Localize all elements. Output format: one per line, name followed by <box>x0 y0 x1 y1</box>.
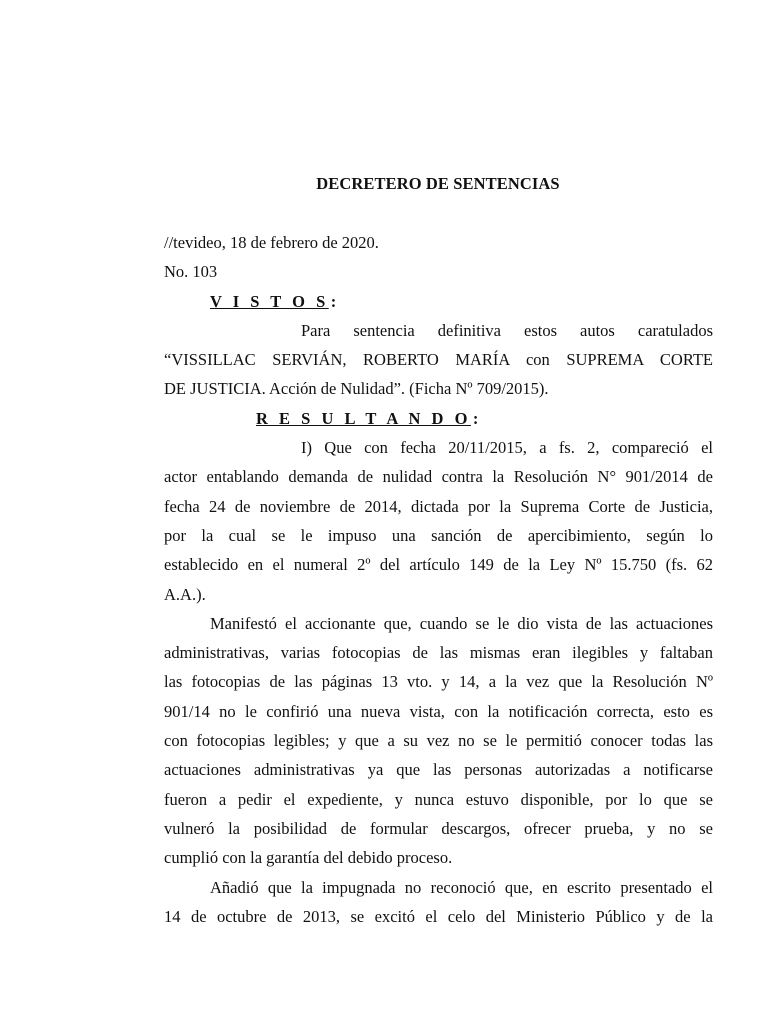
vistos-heading: V I S T O S <box>210 291 329 311</box>
resultando-colon: : <box>472 408 479 428</box>
paragraph-2-line: con fotocopias legibles; y que a su vez no se le permitió conocer todas las <box>164 731 713 751</box>
document-title: DECRETERO DE SENTENCIAS <box>316 174 560 193</box>
paragraph-2-line: vulneró la posibilidad de formular descargos, ofrecer prueba, y no se <box>164 818 713 838</box>
resultando-heading-line <box>164 404 713 433</box>
paragraph-2-line: Manifestó el accionante que, cuando se le dio vista de las actuaciones <box>210 613 713 633</box>
vistos-heading-line <box>164 287 713 316</box>
paragraph-2-line: cumplió con la garantía del debido proceso. <box>164 848 453 868</box>
paragraph-1-line: establecido en el numeral 2º del artículo 149 de la Ley Nº 15.750 (fs. 62 <box>164 555 713 575</box>
paragraph-2-line: fueron a pedir el expediente, y nunca estuvo disponible, por lo que se <box>164 789 713 809</box>
vistos-line: DE JUSTICIA. Acción de Nulidad”. (Ficha Nº 709/2015). <box>164 379 549 399</box>
paragraph-1-line: por la cual se le impuso una sanción de apercibimiento, según lo <box>164 525 713 545</box>
vistos-line: “VISSILLAC SERVIÁN, ROBERTO MARÍA con SUPREMA CORTE <box>164 350 713 370</box>
paragraph-1-line: actor entablando demanda de nulidad contra la Resolución N° 901/2014 de <box>164 467 713 487</box>
paragraph-2-line: actuaciones administrativas ya que las personas autorizadas a notificarse <box>164 760 713 780</box>
vistos-line: Para sentencia definitiva estos autos caratulados <box>301 320 713 340</box>
paragraph-2-line: 901/14 no le confirió una nueva vista, con la notificación correcta, esto es <box>164 701 713 721</box>
vistos-colon: : <box>330 291 337 311</box>
paragraph-1-line: A.A.). <box>164 584 206 604</box>
paragraph-2-line: administrativas, varias fotocopias de las mismas eran ilegibles y faltaban <box>164 643 713 663</box>
document-body <box>164 228 713 931</box>
paragraph-2-line: las fotocopias de las páginas 13 vto. y 14, a la vez que la Resolución Nº <box>164 672 713 692</box>
paragraph-3-line: 14 de octubre de 2013, se excitó el celo del Ministerio Público y de la <box>164 906 713 926</box>
paragraph-1-line: fecha 24 de noviembre de 2014, dictada por la Suprema Corte de Justicia, <box>164 496 713 516</box>
paragraph-3-line: Añadió que la impugnada no reconoció que, en escrito presentado el <box>210 877 713 897</box>
date-line: //tevideo, 18 de febrero de 2020. <box>164 233 379 252</box>
resultando-heading: R E S U L T A N D O <box>256 408 471 428</box>
number-line: No. 103 <box>164 262 218 282</box>
paragraph-1-line: I) Que con fecha 20/11/2015, a fs. 2, compareció el <box>301 438 713 458</box>
